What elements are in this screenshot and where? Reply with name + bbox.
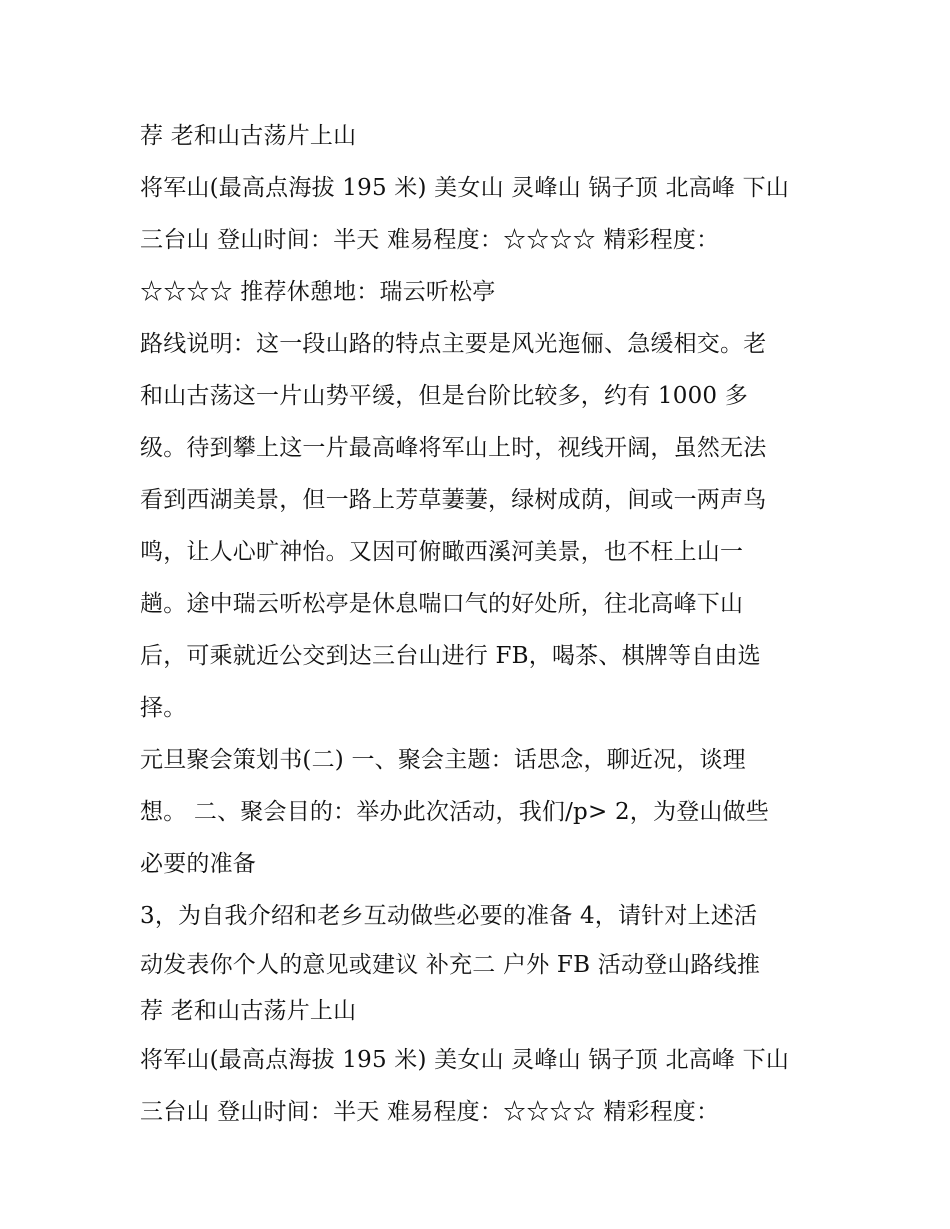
text-line: 元旦聚会策划书(二) 一、聚会主题：话思念，聊近况，谈理 [140, 747, 746, 773]
text-line: 荐 老和山古荡片上山 [140, 998, 357, 1024]
text-line: 择。 [140, 695, 187, 721]
text-line: 想。 二、聚会目的：举办此次活动，我们/p> 2，为登山做些 [140, 799, 769, 825]
text-line: 动发表你个人的意见或建议 补充二 户外 FB 活动登山路线推 [140, 952, 761, 978]
text-line: 三台山 登山时间：半天 难易程度：☆☆☆☆ 精彩程度： [140, 227, 720, 253]
text-line: 趟。途中瑞云听松亭是休息喘口气的好处所，往北高峰下山 [140, 591, 744, 617]
text-line: 路线说明：这一段山路的特点主要是风光迤俪、急缓相交。老 [140, 331, 767, 357]
text-line: 看到西湖美景，但一路上芳草萋萋，绿树成荫，间或一两声鸟 [140, 487, 767, 513]
text-line: 3，为自我介绍和老乡互动做些必要的准备 4，请针对上述活 [140, 903, 758, 929]
text-line: 后，可乘就近公交到达三台山进行 FB，喝茶、棋牌等自由选 [140, 643, 761, 669]
text-line: 将军山(最高点海拔 195 米) 美女山 灵峰山 锅子顶 北高峰 下山 [140, 1047, 790, 1073]
text-line: 将军山(最高点海拔 195 米) 美女山 灵峰山 锅子顶 北高峰 下山 [140, 175, 790, 201]
text-line: 和山古荡这一片山势平缓，但是台阶比较多，约有 1000 多 [140, 383, 748, 409]
text-line: ☆☆☆☆ 推荐休憩地：瑞云听松亭 [140, 279, 496, 305]
text-line: 荐 老和山古荡片上山 [140, 123, 357, 149]
text-line: 级。待到攀上这一片最高峰将军山上时，视线开阔，虽然无法 [140, 435, 767, 461]
text-line: 鸣，让人心旷神怡。又因可俯瞰西溪河美景，也不枉上山一 [140, 539, 744, 565]
document-body [140, 110, 830, 1138]
text-line: 必要的准备 [140, 851, 256, 877]
text-line: 三台山 登山时间：半天 难易程度：☆☆☆☆ 精彩程度： [140, 1099, 720, 1125]
